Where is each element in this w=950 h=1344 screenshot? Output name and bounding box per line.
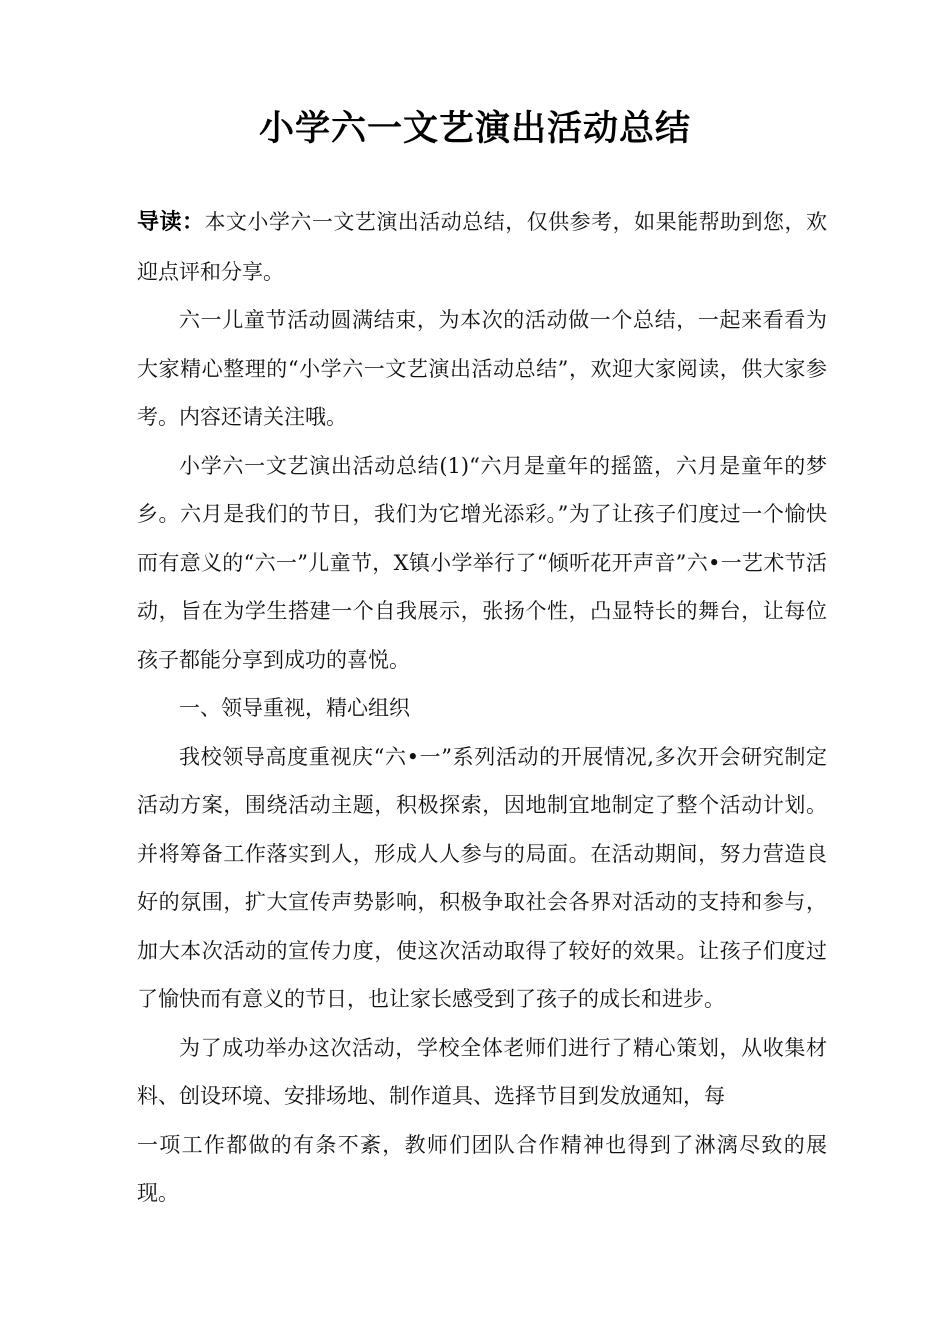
intro-paragraph [137,198,827,296]
document-title: 小学六一文艺演出活动总结 [258,109,691,149]
paragraph-summary-1: 小学六一文艺演出活动总结(1)“六月是童年的摇篮，六月是童年的梦乡。六月是我们的节日，我们为它增光添彩。”为了让孩子们度过一个愉快而有意义的“六一”儿童节，X镇小学举行了“倾听花开声音”六•一艺术节活动，旨在为学生搭建一个自我展示，张扬个性，凸显特长的舞台，让每位孩子都能分享到成功的喜悦。 [137,453,827,672]
intro-text: 本文小学六一文艺演出活动总结，仅供参考，如果能帮助到您，欢迎点评和分享。 [137,210,827,284]
paragraph-opening: 六一儿童节活动圆满结束，为本次的活动做一个总结，一起来看看为大家精心整理的“小学六一文艺演出活动总结”，欢迎大家阅读，供大家参考。内容还请关注哦。 [137,308,827,429]
section-1-paragraph: 我校领导高度重视庆“六•一”系列活动的开展情况,多次开会研究制定活动方案，围绕活动主题，积极探索，因地制宜地制定了整个活动计划。并将筹备工作落实到人，形成人人参与的局面。在活动期间，努力营造良好的氛围，扩大宣传声势影响，积极争取社会各界对活动的支持和参与，加大本次活动的宣传力度，使这次活动取得了较好的效果。让孩子们度过了愉快而有意义的节日，也让家长感受到了孩子的成长和进步。 [137,744,827,1011]
intro-label: 导读： [137,210,205,235]
section-1-paragraph: 一项工作都做的有条不紊，教师们团队合作精神也得到了淋漓尽致的展现。 [137,1132,827,1205]
section-1-paragraph: 为了成功举办这次活动，学校全体老师们进行了精心策划，从收集材料、创设环境、安排场地、制作道具、选择节目到发放通知，每 [137,1035,827,1108]
section-heading-1: 一、领导重视，精心组织 [179,696,410,720]
document-body [137,198,827,1218]
